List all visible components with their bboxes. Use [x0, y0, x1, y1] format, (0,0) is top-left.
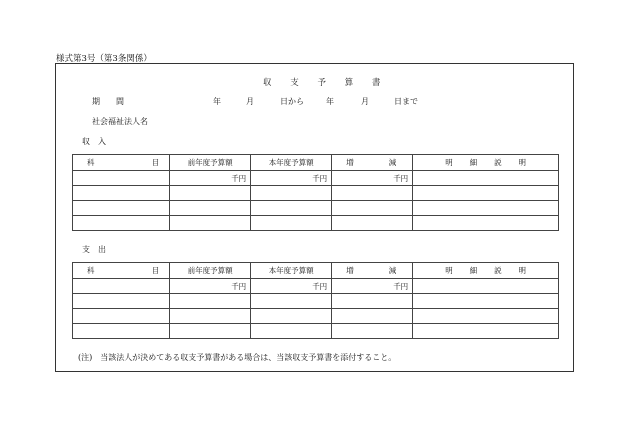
header-prev-budget: 前年度予算額 — [170, 155, 251, 171]
cell-detail[interactable] — [413, 294, 559, 309]
table-header-row — [73, 263, 559, 279]
document-title — [263, 76, 396, 88]
title-char: 書 — [371, 78, 381, 88]
cell-prev-budget[interactable] — [170, 324, 251, 339]
header-detail: 明 細 説 明 — [413, 263, 559, 279]
cell-prev-budget[interactable] — [170, 201, 251, 216]
period-year-end: 年 — [326, 97, 334, 106]
cell-item[interactable] — [73, 294, 170, 309]
title-char: 算 — [344, 78, 354, 88]
cell-item[interactable] — [73, 324, 170, 339]
expense-section-label: 支 出 — [82, 245, 106, 254]
table-row — [73, 309, 559, 324]
header-detail: 明 細 説 明 — [413, 155, 559, 171]
cell-detail[interactable] — [413, 201, 559, 216]
header-change: 増 減 — [332, 263, 413, 279]
cell-item[interactable] — [73, 201, 170, 216]
header-prev-budget: 前年度予算額 — [170, 263, 251, 279]
footnote: (注) 当該法人が決めてある収支予算書がある場合は、当該収支予算書を添付すること。 — [78, 353, 397, 362]
cell-prev-budget[interactable] — [170, 216, 251, 231]
cell-item[interactable] — [73, 171, 170, 186]
header-curr-budget: 本年度予算額 — [251, 155, 332, 171]
period-year-start: 年 — [213, 97, 221, 106]
cell-curr-budget[interactable]: 千円 — [251, 279, 332, 294]
cell-item[interactable] — [73, 186, 170, 201]
cell-item[interactable] — [73, 216, 170, 231]
cell-detail[interactable] — [413, 186, 559, 201]
cell-curr-budget[interactable] — [251, 186, 332, 201]
period-month-start: 月 — [246, 97, 254, 106]
cell-detail[interactable] — [413, 279, 559, 294]
cell-detail[interactable] — [413, 309, 559, 324]
cell-detail[interactable] — [413, 324, 559, 339]
income-table — [72, 154, 559, 231]
cell-curr-budget[interactable]: 千円 — [251, 171, 332, 186]
header-item: 科 目 — [73, 155, 170, 171]
cell-prev-budget[interactable] — [170, 294, 251, 309]
form-number-label: 様式第3号（第3条関係） — [56, 54, 152, 64]
table-row — [73, 279, 559, 294]
cell-curr-budget[interactable] — [251, 294, 332, 309]
cell-change[interactable] — [332, 309, 413, 324]
corporation-name-label: 社会福祉法人名 — [92, 117, 148, 126]
period-day-start: 日から — [280, 97, 304, 106]
cell-detail[interactable] — [413, 216, 559, 231]
cell-detail[interactable] — [413, 171, 559, 186]
cell-prev-budget[interactable] — [170, 186, 251, 201]
cell-item[interactable] — [73, 279, 170, 294]
period-month-end: 月 — [361, 97, 369, 106]
table-header-row — [73, 155, 559, 171]
cell-change[interactable] — [332, 201, 413, 216]
cell-change[interactable]: 千円 — [332, 279, 413, 294]
header-item: 科 目 — [73, 263, 170, 279]
cell-curr-budget[interactable] — [251, 309, 332, 324]
cell-prev-budget[interactable]: 千円 — [170, 171, 251, 186]
table-row — [73, 201, 559, 216]
cell-prev-budget[interactable] — [170, 309, 251, 324]
table-row — [73, 171, 559, 186]
cell-change[interactable] — [332, 294, 413, 309]
table-row — [73, 294, 559, 309]
table-row — [73, 186, 559, 201]
title-char: 予 — [317, 78, 326, 88]
period-day-end: 日まで — [394, 97, 418, 106]
expense-table — [72, 262, 559, 339]
cell-curr-budget[interactable] — [251, 201, 332, 216]
cell-change[interactable] — [332, 216, 413, 231]
cell-curr-budget[interactable] — [251, 324, 332, 339]
table-row — [73, 216, 559, 231]
header-curr-budget: 本年度予算額 — [251, 263, 332, 279]
period-label: 期 間 — [92, 97, 124, 106]
header-change: 増 減 — [332, 155, 413, 171]
table-row — [73, 324, 559, 339]
cell-change[interactable] — [332, 324, 413, 339]
title-char: 収 — [263, 78, 272, 88]
cell-curr-budget[interactable] — [251, 216, 332, 231]
cell-item[interactable] — [73, 309, 170, 324]
income-section-label: 収 入 — [82, 137, 106, 146]
cell-change[interactable]: 千円 — [332, 171, 413, 186]
cell-change[interactable] — [332, 186, 413, 201]
cell-prev-budget[interactable]: 千円 — [170, 279, 251, 294]
title-char: 支 — [290, 78, 299, 88]
